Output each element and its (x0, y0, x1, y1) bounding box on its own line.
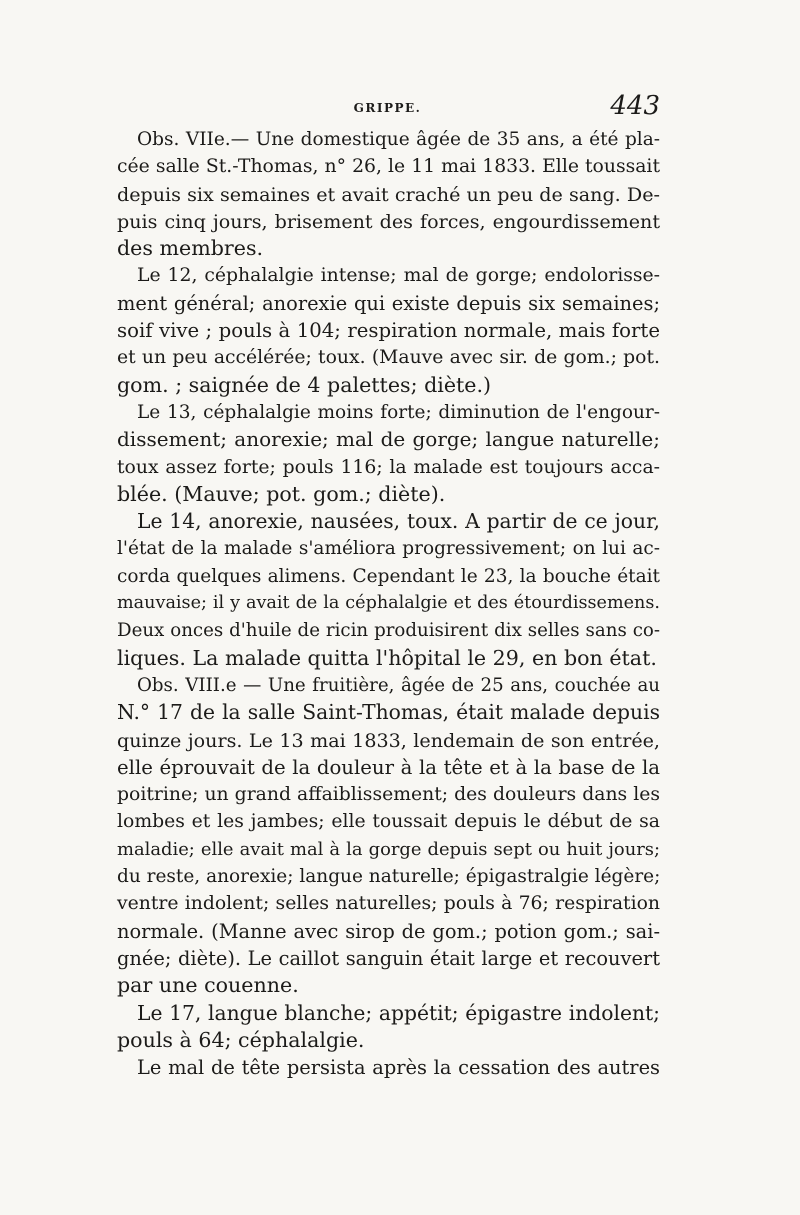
text-line: quinze jours. Le 13 mai 1833, lendemain de son entrée, (117, 728, 660, 752)
text-line: du reste, anorexie; langue naturelle; épigastralgie légère; (117, 866, 661, 888)
text-line: cée salle St.-Thomas, n° 26, le 11 mai 1833. Elle toussait (117, 156, 660, 178)
text-line: dissement; anorexie; mal de gorge; langue naturelle; (117, 427, 660, 452)
text-line: N.° 17 de la salle Saint-Thomas, était malade depuis (117, 700, 660, 725)
text-line: ment général; anorexie qui existe depuis six semaines; (117, 291, 660, 315)
text-line: soif vive ; pouls à 104; respiration normale, mais forte (117, 319, 660, 343)
text-line: toux assez forte; pouls 116; la malade est toujours acca- (117, 456, 660, 478)
text-line: puis cinq jours, brisement des forces, engourdissement (117, 209, 660, 233)
text-line: depuis six semaines et avait craché un peu de sang. De- (117, 182, 660, 206)
running-title: GRIPPE. (353, 101, 422, 115)
text-line: mauvaise; il y avait de la céphalalgie et des étourdissemens. (117, 593, 660, 614)
text-line: l'état de la malade s'améliora progressivement; on lui ac- (117, 538, 660, 560)
body-text (117, 126, 660, 1081)
text-line: elle éprouvait de la douleur à la tête et à la base de la (117, 755, 660, 779)
text-line: pouls à 64; céphalalgie. (117, 1027, 365, 1052)
text-line: Le 12, céphalalgie intense; mal de gorge; endolorisse- (137, 265, 660, 287)
text-line: Le 14, anorexie, nausées, toux. A partir de ce jour, (137, 509, 660, 534)
text-line: lombes et les jambes; elle toussait depuis le début de sa (117, 811, 660, 833)
running-head (115, 91, 660, 125)
text-line: des membres. (117, 236, 264, 261)
text-line: Obs. VIIe.— Une domestique âgée de 35 ans, a été pla- (137, 129, 660, 150)
text-line: et un peu accélérée; toux. (Mauve avec sir. de gom.; pot. (117, 347, 660, 369)
text-line: liques. La malade quitta l'hôpital le 29, en bon état. (117, 645, 657, 670)
text-line: gnée; diète). Le caillot sanguin était large et recouvert (117, 946, 660, 970)
page-number: 443 (610, 91, 660, 121)
text-line: Le 17, langue blanche; appétit; épigastre indolent; (137, 1000, 660, 1025)
text-line: Le 13, céphalalgie moins forte; diminution de l'engour- (137, 401, 660, 423)
text-line: poitrine; un grand affaiblissement; des douleurs dans les (117, 784, 660, 806)
text-line: ventre indolent; selles naturelles; pouls à 76; respiration (117, 893, 660, 915)
text-line: maladie; elle avait mal à la gorge depuis sept ou huit jours; (117, 838, 660, 860)
text-line: Deux onces d'huile de ricin produisirent dix selles sans co- (117, 620, 660, 642)
text-line: blée. (Mauve; pot. gom.; diète). (117, 481, 446, 506)
text-line: Obs. VIII.e — Une fruitière, âgée de 25 ans, couchée au (137, 674, 660, 696)
text-line: Le mal de tête persista après la cessation des autres (137, 1056, 660, 1080)
text-line: corda quelques alimens. Cependant le 23, la bouche était (117, 565, 660, 587)
text-line: par une couenne. (117, 973, 299, 998)
text-line: gom. ; saignée de 4 palettes; diète.) (117, 372, 492, 397)
text-line: normale. (Manne avec sirop de gom.; potion gom.; sai- (117, 919, 660, 943)
